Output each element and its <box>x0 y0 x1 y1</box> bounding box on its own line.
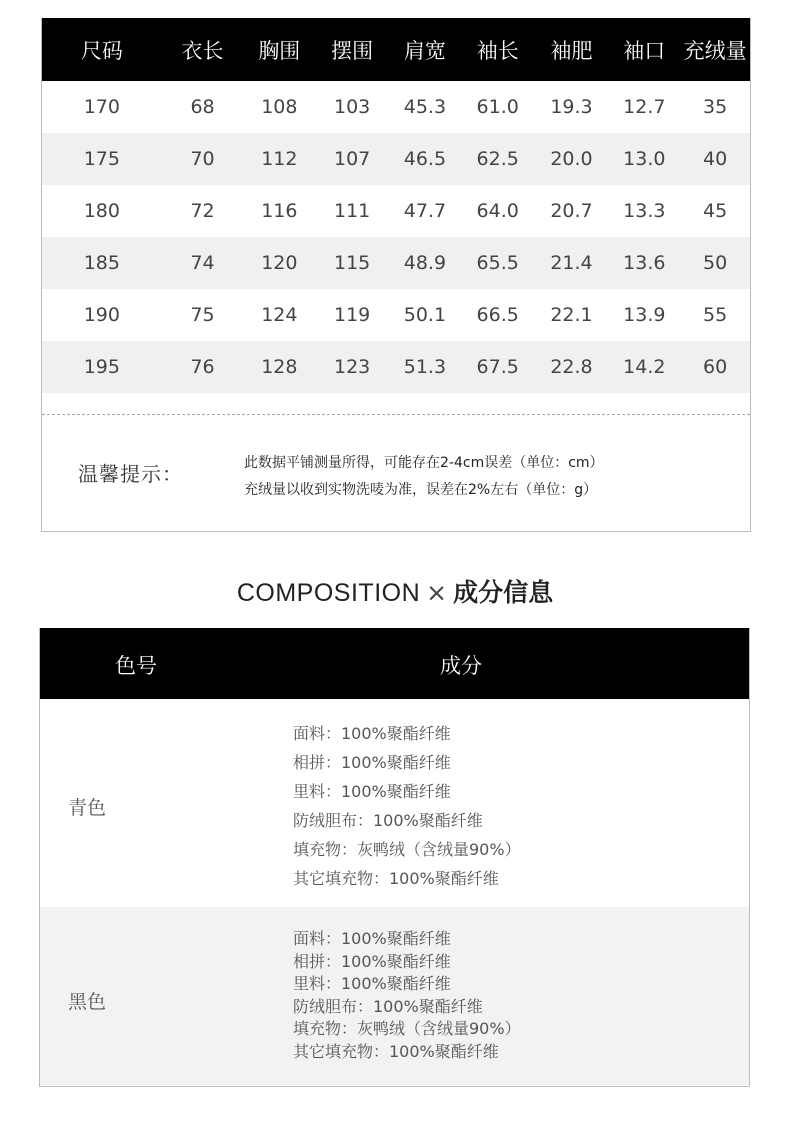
table-cell: 116 <box>261 200 298 222</box>
table-cell: 48.9 <box>403 252 447 274</box>
table-cell: 35 <box>703 96 728 118</box>
table-cell: 60 <box>703 356 728 378</box>
table-cell: 75 <box>190 304 215 326</box>
composition-item: 其它填充物：100%聚酯纤维 <box>293 869 499 888</box>
color-name: 黑色 <box>68 991 107 1013</box>
tip-line-measurement: 此数据平铺测量所得，可能存在2-4cm误差（单位：cm） <box>244 455 604 471</box>
table-cell: 22.1 <box>550 304 593 326</box>
composition-table-header <box>40 628 749 699</box>
table-cell: 22.8 <box>550 356 593 378</box>
table-cell: 12.7 <box>623 96 666 118</box>
composition-heading <box>0 573 790 609</box>
composition-item: 防绒胆布：100%聚酯纤维 <box>293 996 483 1016</box>
table-cell: 123 <box>333 356 371 378</box>
table-cell: 13.9 <box>623 304 666 326</box>
composition-heading-cn: 成分信息 <box>453 578 554 607</box>
table-cell: 51.3 <box>403 356 447 378</box>
composition-item: 面料：100%聚酯纤维 <box>293 724 451 743</box>
size-table <box>41 18 751 532</box>
composition-heading-en: COMPOSITION <box>236 579 421 607</box>
tip-text <box>244 450 604 504</box>
header-hem: 摆围 <box>331 38 374 63</box>
composition-heading-separator: × <box>426 578 448 607</box>
table-cell: 72 <box>190 200 215 222</box>
table-cell: 14.2 <box>623 356 666 378</box>
table-row <box>42 289 750 341</box>
composition-row-black <box>40 907 749 1085</box>
composition-list <box>293 719 521 893</box>
table-cell: 66.5 <box>476 304 519 326</box>
table-cell: 40 <box>703 148 728 170</box>
table-cell: 21.4 <box>550 252 593 274</box>
tip-label: 温馨提示： <box>78 462 183 486</box>
table-cell: 68 <box>190 96 215 118</box>
table-cell: 190 <box>83 304 120 326</box>
table-cell: 65.5 <box>476 252 519 274</box>
size-table-header <box>42 18 750 81</box>
table-cell: 62.5 <box>476 148 519 170</box>
composition-list <box>293 928 521 1063</box>
composition-item: 里料：100%聚酯纤维 <box>293 782 451 801</box>
table-row <box>42 81 750 133</box>
table-cell: 112 <box>261 148 298 170</box>
dashed-divider <box>42 414 750 415</box>
table-cell: 47.7 <box>403 200 447 222</box>
table-cell: 103 <box>333 96 371 118</box>
table-cell: 61.0 <box>476 96 519 118</box>
table-cell: 46.5 <box>403 148 447 170</box>
table-cell: 108 <box>261 96 298 118</box>
header-length: 衣长 <box>181 38 224 63</box>
table-cell: 50.1 <box>403 304 447 326</box>
header-cuff: 袖口 <box>623 38 666 63</box>
header-color: 色号 <box>115 654 157 678</box>
table-cell: 107 <box>333 148 371 170</box>
table-cell: 76 <box>190 356 215 378</box>
table-row <box>42 341 750 393</box>
composition-item: 防绒胆布：100%聚酯纤维 <box>293 811 483 830</box>
table-cell: 13.6 <box>623 252 666 274</box>
header-size: 尺码 <box>80 38 123 63</box>
table-row <box>42 185 750 237</box>
table-cell: 195 <box>83 356 120 378</box>
table-cell: 120 <box>261 252 298 274</box>
tip-line-fill-weight: 充绒量以收到实物洗唛为准，误差在2%左右（单位：g） <box>244 482 598 498</box>
header-fill-weight: 充绒量 <box>683 38 747 63</box>
header-chest: 胸围 <box>258 38 301 63</box>
table-cell: 45 <box>703 200 728 222</box>
composition-item: 其它填充物：100%聚酯纤维 <box>293 1041 499 1061</box>
table-row <box>42 237 750 289</box>
table-cell: 55 <box>703 304 728 326</box>
composition-table <box>39 628 750 1087</box>
table-cell: 70 <box>190 148 215 170</box>
composition-item: 里料：100%聚酯纤维 <box>293 974 451 993</box>
table-cell: 119 <box>333 304 371 326</box>
header-sleeve-length: 袖长 <box>476 38 519 63</box>
table-cell: 19.3 <box>550 96 593 118</box>
table-cell: 180 <box>83 200 120 222</box>
table-cell: 45.3 <box>403 96 447 118</box>
composition-item: 面料：100%聚酯纤维 <box>293 929 451 948</box>
header-sleeve-width: 袖肥 <box>550 38 593 63</box>
table-cell: 20.0 <box>550 148 593 170</box>
table-cell: 175 <box>83 148 120 170</box>
table-cell: 185 <box>83 252 120 274</box>
header-composition: 成分 <box>440 654 482 678</box>
table-row <box>42 133 750 185</box>
table-cell: 111 <box>333 200 371 222</box>
table-cell: 13.3 <box>623 200 666 222</box>
table-cell: 67.5 <box>476 356 519 378</box>
table-cell: 64.0 <box>476 200 519 222</box>
table-cell: 74 <box>190 252 215 274</box>
table-cell: 50 <box>703 252 728 274</box>
composition-item: 填充物：灰鸭绒（含绒量90%） <box>293 840 521 859</box>
table-cell: 124 <box>261 304 298 326</box>
color-name: 青色 <box>68 797 107 819</box>
composition-row-cyan <box>40 699 749 907</box>
composition-item: 相拼：100%聚酯纤维 <box>293 753 451 772</box>
table-cell: 128 <box>261 356 298 378</box>
composition-item: 相拼：100%聚酯纤维 <box>293 951 451 971</box>
table-cell: 115 <box>333 252 371 274</box>
table-cell: 170 <box>83 96 120 118</box>
header-shoulder: 肩宽 <box>403 38 446 63</box>
table-cell: 13.0 <box>623 148 666 170</box>
composition-item: 填充物：灰鸭绒（含绒量90%） <box>293 1019 521 1038</box>
table-cell: 20.7 <box>550 200 593 222</box>
